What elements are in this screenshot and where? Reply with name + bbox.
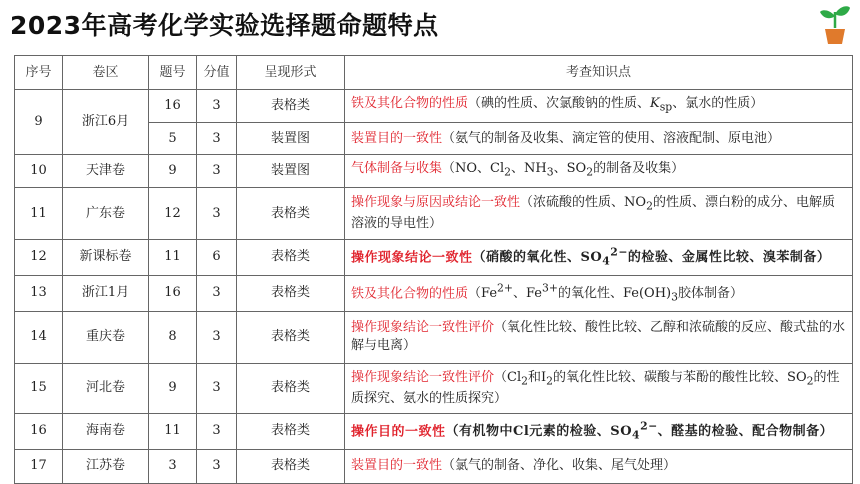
cell-seq: 17 <box>15 449 63 483</box>
cell-question-no: 16 <box>149 275 197 311</box>
knowledge-detail: （氨气的制备及收集、滴定管的使用、溶液配制、原电池） <box>442 130 781 146</box>
cell-region: 天津卷 <box>63 155 149 188</box>
knowledge-topic: 操作现象结论一致性 <box>351 250 473 266</box>
cell-question-no: 5 <box>149 123 197 155</box>
knowledge-topic: 操作现象结论一致性评价 <box>351 369 495 385</box>
table-row <box>15 155 853 188</box>
table-row <box>15 449 853 483</box>
cell-form: 表格类 <box>237 275 345 311</box>
knowledge-detail: （氯气的制备、净化、收集、尾气处理） <box>442 458 677 474</box>
table-row <box>15 311 853 363</box>
table-header-row <box>15 56 853 90</box>
table-row <box>15 413 853 449</box>
table-row <box>15 188 853 240</box>
cell-form: 表格类 <box>237 90 345 123</box>
knowledge-topic: 操作现象结论一致性评价 <box>351 320 495 336</box>
knowledge-detail: （$Cl_2$和$I_2$的氧化性比较、碳酸与苯酚的酸性比较、$SO_2$的性质探究、氨水的性质探究） <box>351 369 840 407</box>
cell-form: 表格类 <box>237 413 345 449</box>
header-seq: 序号 <box>15 56 63 90</box>
knowledge-detail: （有机物中Cl元素的检验、$SO_4^{2-}$、醛基的检验、配合物制备） <box>445 419 834 442</box>
cell-seq: 16 <box>15 413 63 449</box>
cell-form: 表格类 <box>237 240 345 276</box>
exam-table <box>14 55 853 484</box>
cell-score: 3 <box>197 90 237 123</box>
knowledge-detail: （氧化性比较、酸性比较、乙醇和浓硫酸的反应、酸式盐的水解与电离） <box>351 320 846 354</box>
cell-form: 装置图 <box>237 155 345 188</box>
cell-score: 3 <box>197 275 237 311</box>
knowledge-detail: （硝酸的氧化性、$SO_4^{2-}$的检验、金属性比较、溴苯制备） <box>472 246 831 268</box>
cell-region: 新课标卷 <box>63 240 149 276</box>
cell-question-no: 16 <box>149 90 197 123</box>
cell-form: 表格类 <box>237 449 345 483</box>
cell-knowledge <box>345 413 853 449</box>
knowledge-topic: 装置目的一致性 <box>351 458 443 474</box>
knowledge-detail: （碘的性质、次氯酸钠的性质、$K_{sp}$、氯水的性质） <box>468 96 764 114</box>
cell-seq: 11 <box>15 188 63 240</box>
table-row <box>15 363 853 413</box>
cell-knowledge <box>345 188 853 240</box>
cell-score: 3 <box>197 188 237 240</box>
cell-score: 3 <box>197 155 237 188</box>
cell-form: 表格类 <box>237 363 345 413</box>
cell-score: 3 <box>197 363 237 413</box>
cell-region: 浙江6月 <box>63 90 149 155</box>
knowledge-topic: 装置目的一致性 <box>351 130 443 146</box>
cell-region: 河北卷 <box>63 363 149 413</box>
header-knowledge: 考查知识点 <box>345 56 853 90</box>
knowledge-detail: （浓硫酸的性质、$NO_2$的性质、漂白粉的成分、电解质溶液的导电性） <box>351 194 835 232</box>
cell-knowledge <box>345 449 853 483</box>
cell-question-no: 11 <box>149 413 197 449</box>
cell-seq: 13 <box>15 275 63 311</box>
cell-seq: 9 <box>15 90 63 155</box>
cell-score: 3 <box>197 413 237 449</box>
knowledge-detail: （NO、$Cl_2$、$NH_3$、$SO_2$的制备及收集） <box>442 161 685 179</box>
sprout-icon <box>818 2 852 46</box>
knowledge-topic: 气体制备与收集 <box>351 161 443 177</box>
knowledge-topic: 铁及其化合物的性质 <box>351 286 469 302</box>
cell-form: 装置图 <box>237 123 345 155</box>
cell-region: 浙江1月 <box>63 275 149 311</box>
cell-knowledge <box>345 123 853 155</box>
cell-knowledge <box>345 311 853 363</box>
cell-question-no: 3 <box>149 449 197 483</box>
knowledge-topic: 操作现象与原因或结论一致性 <box>351 194 521 210</box>
knowledge-detail: （$Fe^{2+}$、$Fe^{3+}$的氧化性、$Fe(OH)_3$胶体制备） <box>468 281 744 304</box>
cell-form: 表格类 <box>237 188 345 240</box>
cell-seq: 10 <box>15 155 63 188</box>
header-score: 分值 <box>197 56 237 90</box>
cell-seq: 14 <box>15 311 63 363</box>
knowledge-topic: 铁及其化合物的性质 <box>351 96 469 112</box>
table-row <box>15 240 853 276</box>
cell-region: 海南卷 <box>63 413 149 449</box>
cell-region: 江苏卷 <box>63 449 149 483</box>
cell-question-no: 12 <box>149 188 197 240</box>
cell-question-no: 9 <box>149 363 197 413</box>
cell-knowledge <box>345 90 853 123</box>
header-region: 卷区 <box>63 56 149 90</box>
table-row <box>15 275 853 311</box>
cell-knowledge <box>345 155 853 188</box>
knowledge-topic: 操作目的一致性 <box>351 424 446 440</box>
cell-form: 表格类 <box>237 311 345 363</box>
cell-question-no: 9 <box>149 155 197 188</box>
cell-score: 3 <box>197 123 237 155</box>
table-row <box>15 90 853 123</box>
page-title: 2023年高考化学实验选择题命题特点 <box>10 11 439 40</box>
cell-score: 3 <box>197 449 237 483</box>
header-form: 呈现形式 <box>237 56 345 90</box>
cell-score: 6 <box>197 240 237 276</box>
cell-seq: 15 <box>15 363 63 413</box>
cell-knowledge <box>345 275 853 311</box>
cell-knowledge <box>345 240 853 276</box>
cell-seq: 12 <box>15 240 63 276</box>
cell-question-no: 11 <box>149 240 197 276</box>
cell-score: 3 <box>197 311 237 363</box>
header-question-no: 题号 <box>149 56 197 90</box>
cell-question-no: 8 <box>149 311 197 363</box>
cell-region: 广东卷 <box>63 188 149 240</box>
cell-region: 重庆卷 <box>63 311 149 363</box>
cell-knowledge <box>345 363 853 413</box>
